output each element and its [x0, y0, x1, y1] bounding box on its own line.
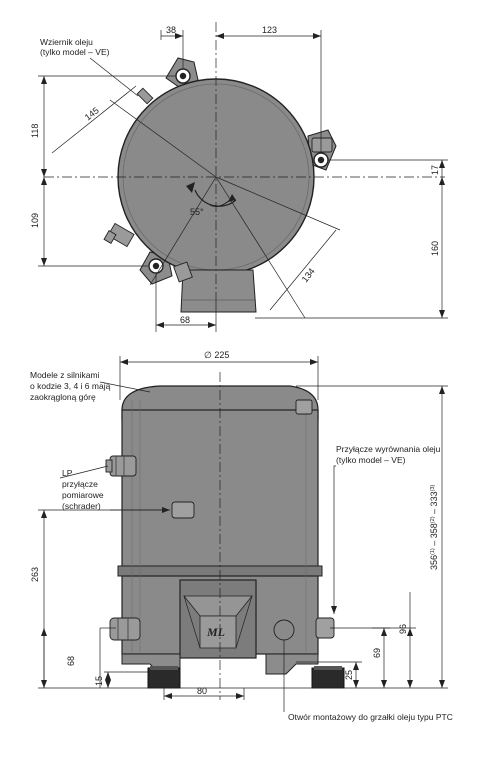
dim-80: 80 — [197, 686, 208, 696]
fitting-top-right — [312, 138, 332, 152]
mounting-hole — [314, 153, 328, 167]
dim-263: 263 — [30, 566, 40, 582]
sight-glass-stub — [137, 88, 153, 104]
side-view — [30, 350, 453, 722]
equalization-label: Przyłącze wyrównania oleju — [336, 444, 441, 454]
dim-diameter: ∅ 225 — [204, 350, 230, 360]
lp-schrader-label: (schrader) — [62, 501, 101, 511]
lp-label: LP — [62, 468, 73, 478]
grommet-left — [148, 668, 180, 688]
sight-glass-label: Wziernik oleju — [40, 37, 93, 47]
dim-160: 160 — [430, 240, 440, 256]
grommet-right — [312, 668, 344, 688]
dim-96: 96 — [398, 623, 408, 634]
suction-fitting — [106, 456, 136, 476]
dim-118: 118 — [30, 123, 40, 138]
dim-25: 25 — [344, 669, 354, 680]
dim-145: 145 — [82, 105, 101, 123]
dim-38: 38 — [166, 25, 177, 35]
lp-connection-label: przyłącze — [62, 479, 98, 489]
top-right-fitting — [296, 400, 312, 414]
dim-134: 134 — [299, 266, 317, 285]
mounting-hole — [176, 69, 190, 83]
round-top-note-3: zaokrągloną górę — [30, 392, 96, 402]
ptc-heater-hole — [274, 620, 294, 640]
dim-68-top: 68 — [180, 315, 191, 325]
equalization-model-label: (tylko model – VE) — [336, 455, 406, 465]
discharge-fitting — [110, 618, 140, 640]
dim-123: 123 — [262, 25, 278, 35]
sight-glass-label-model: (tylko model – VE) — [40, 47, 110, 57]
schrader-fitting — [172, 502, 194, 518]
top-view — [30, 22, 448, 332]
ptc-hole-label: Otwór montażowy do grzałki oleju typu PTC — [288, 712, 453, 722]
dim-109: 109 — [30, 212, 40, 228]
logo-text: ML — [207, 625, 225, 639]
round-top-note: Modele z silnikami — [30, 370, 100, 380]
dim-15: 15 — [94, 675, 104, 686]
dim-69: 69 — [372, 647, 382, 658]
angle-55: 55° — [190, 207, 204, 217]
dim-68-side: 68 — [66, 655, 76, 666]
dim-17: 17 — [430, 164, 440, 175]
lp-measure-label: pomiarowe — [62, 490, 104, 500]
dim-overall-height: 356$^{(1)}$ – 358$^{(2)}$ – 333$^{(3)}$ — [429, 484, 439, 570]
fitting-left — [104, 223, 134, 246]
round-top-note-2: o kodzie 3, 4 i 6 mają — [30, 381, 111, 391]
mounting-hole — [149, 259, 163, 273]
